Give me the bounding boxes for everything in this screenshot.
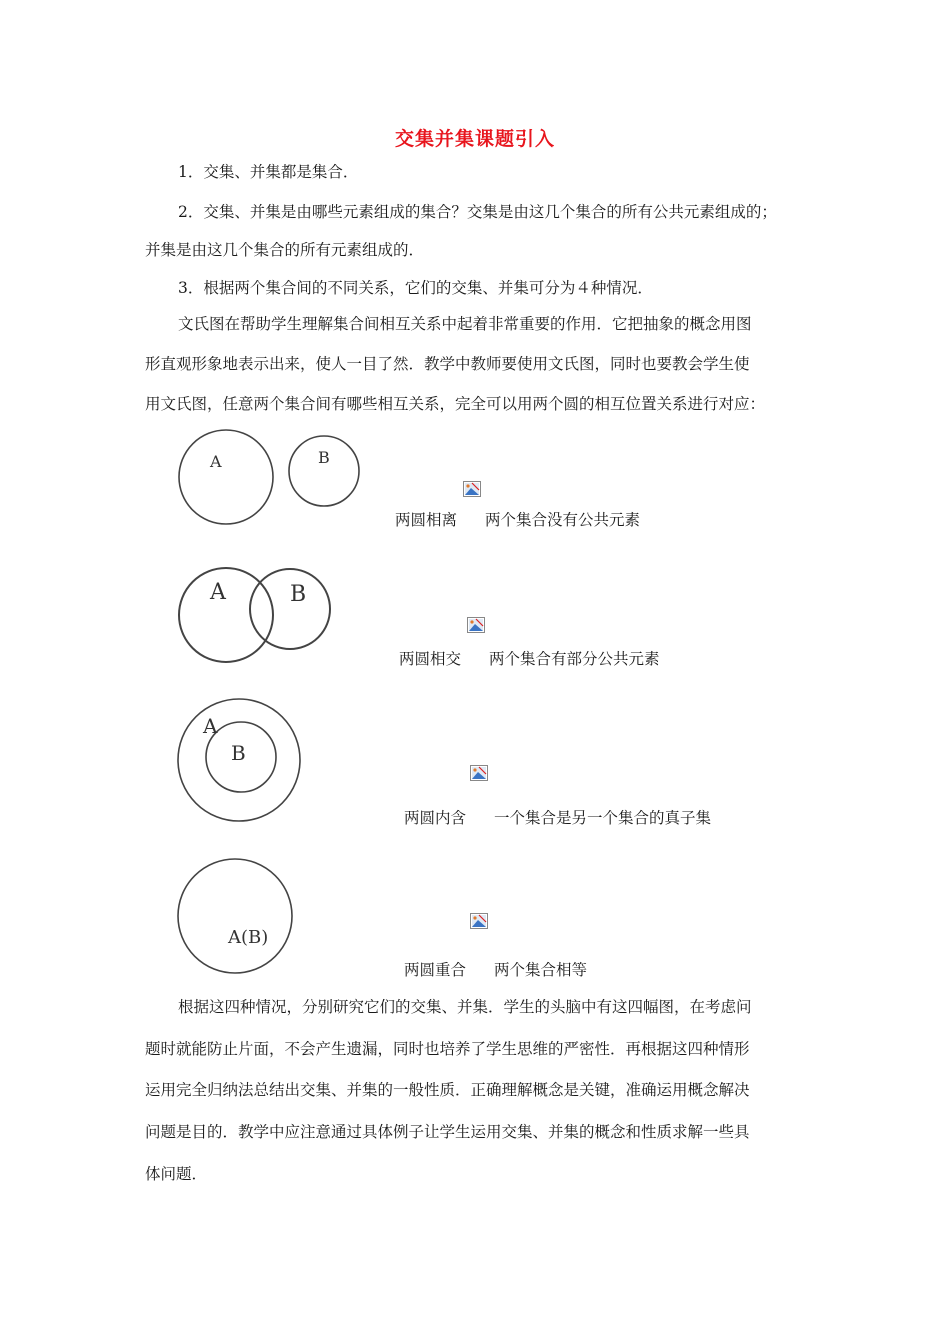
circle-b [289,436,359,506]
label-a: A [210,580,226,605]
label-b: B [231,741,246,765]
meaning-label: 两个集合有部分公共元素 [489,650,660,668]
label-b: B [318,448,330,467]
paragraph-4-line-1: 文氏图在帮助学生理解集合间相互关系中起着非常重要的作用．它把抽象的概念用图 [178,315,752,333]
caption-intersect [399,649,660,669]
meaning-label: 两个集合没有公共元素 [485,511,641,529]
conclusion-line-5: 体问题． [145,1165,208,1183]
paragraph-4-line-2: 形直观形象地表示出来，使人一目了然．教学中教师要使用文氏图，同时也要教会学生使 [145,355,750,373]
label-b: B [290,582,307,607]
paragraph-3: 3．根据两个集合间的不同关系，它们的交集、并集可分为４种情况． [178,279,653,297]
paragraph-2-line-1: 2．交集、并集是由哪些元素组成的集合？交集是由这几个集合的所有公共元素组成的； [178,203,777,221]
circle-ab [178,859,292,973]
circle-a [179,568,273,662]
relation-label: 两圆重合 [404,961,467,979]
page-title: 交集并集课题引入 [394,128,555,150]
caption-subset [404,808,711,828]
conclusion-line-3: 运用完全归纳法总结出交集、并集的一般性质．正确理解概念是关键，准确运用概念解决 [145,1081,750,1099]
relation-label: 两圆内含 [404,809,467,827]
paragraph-2-line-2: 并集是由这几个集合的所有元素组成的． [145,241,425,259]
meaning-label: 两个集合相等 [494,961,588,979]
conclusion-line-1: 根据这四种情况，分别研究它们的交集、并集．学生的头脑中有这四幅图，在考虑问 [178,998,752,1016]
broken-image-icon [463,481,481,497]
meaning-label: 一个集合是另一个集合的真子集 [494,809,712,827]
relation-label: 两圆相交 [399,650,462,668]
label-ab: A(B) [228,927,269,948]
conclusion-line-4: 问题是目的．教学中应注意通过具体例子让学生运用交集、并集的概念和性质求解一些具 [145,1123,750,1141]
venn-equal-diagram [170,857,370,977]
label-a: A [210,452,222,471]
venn-disjoint-diagram [170,425,370,530]
broken-image-icon [470,765,488,781]
broken-image-icon [470,913,488,929]
conclusion-line-2: 题时就能防止片面，不会产生遗漏，同时也培养了学生思维的严密性．再根据这四种情形 [145,1040,750,1058]
venn-intersect-diagram [170,565,370,670]
paragraph-1: 1．交集、并集都是集合． [178,163,359,181]
venn-subset-diagram [170,697,370,827]
paragraph-4-line-3: 用文氏图，任意两个集合间有哪些相互关系，完全可以用两个圆的相互位置关系进行对应： [145,395,766,413]
caption-disjoint [395,510,640,530]
caption-equal [404,960,587,980]
broken-image-icon [467,617,485,633]
relation-label: 两圆相离 [395,511,458,529]
circle-b [250,569,330,649]
label-a: A [203,714,218,738]
circle-a [179,430,273,524]
